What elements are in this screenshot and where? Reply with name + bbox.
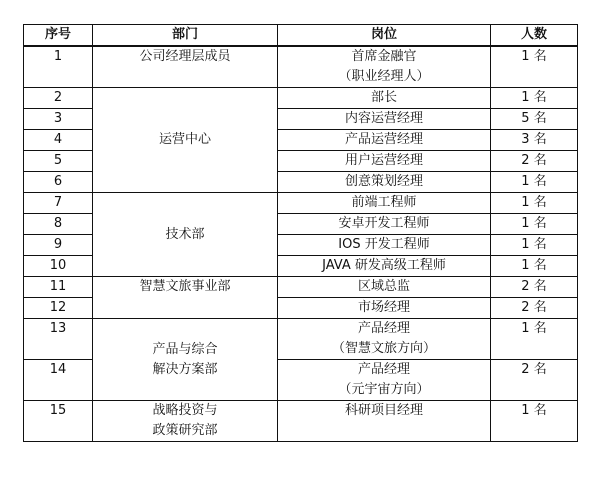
- post-cell: 区域总监: [278, 277, 491, 298]
- seq-cell: 4: [24, 130, 93, 151]
- seq-cell: 3: [24, 109, 93, 130]
- count-cell: 2 名: [491, 298, 578, 319]
- dept-label-line1: 产品与综合: [152, 341, 218, 357]
- seq-cell: 10: [24, 256, 93, 277]
- seq-cell: 6: [24, 172, 93, 193]
- post-cell: IOS 开发工程师: [278, 235, 491, 256]
- dept-cell: [93, 46, 278, 88]
- post-cell: 部长: [278, 88, 491, 109]
- table-row: [24, 46, 578, 88]
- dept-label: 技术部: [165, 226, 205, 242]
- dept-label-line2: 政策研究部: [152, 423, 218, 438]
- dept-label-line2: 解决方案部: [152, 361, 218, 377]
- post-cell: 创意策划经理: [278, 172, 491, 193]
- header-row: [24, 25, 578, 47]
- post-label: 产品经理: [357, 362, 410, 377]
- dept-label-line1: 战略投资与: [152, 403, 218, 418]
- seq-cell: 2: [24, 88, 93, 109]
- count-cell: 1 名: [491, 401, 578, 442]
- post-cell: [278, 46, 491, 88]
- post-note: （职业经理人）: [338, 69, 430, 84]
- post-label: 科研项目经理: [344, 403, 423, 418]
- recruitment-table: [23, 24, 578, 442]
- count-cell: 1 名: [491, 172, 578, 193]
- post-cell: 前端工程师: [278, 193, 491, 214]
- seq-cell: 11: [24, 277, 93, 298]
- dept-cell: [93, 88, 278, 193]
- dept-cell: [93, 319, 278, 401]
- table-row: [24, 193, 578, 214]
- seq-cell: 9: [24, 235, 93, 256]
- post-cell: JAVA 研发高级工程师: [278, 256, 491, 277]
- count-cell: 3 名: [491, 130, 578, 151]
- header-seq: 序号: [24, 25, 93, 47]
- post-note: （智慧文旅方向）: [331, 341, 436, 356]
- header-post: 岗位: [278, 25, 491, 47]
- table-row: [24, 401, 578, 442]
- dept-cell: [93, 401, 278, 442]
- count-cell: 1 名: [491, 256, 578, 277]
- count-cell: 2 名: [491, 277, 578, 298]
- count-cell: 1 名: [491, 214, 578, 235]
- header-count: 人数: [491, 25, 578, 47]
- count-cell: 5 名: [491, 109, 578, 130]
- seq-cell: 15: [24, 401, 93, 442]
- post-cell: 用户运营经理: [278, 151, 491, 172]
- seq-cell: 13: [24, 319, 93, 360]
- post-cell: 内容运营经理: [278, 109, 491, 130]
- post-note: （元宇宙方向）: [338, 382, 430, 397]
- dept-label: 公司经理层成员: [139, 49, 231, 64]
- seq-cell: 1: [24, 46, 93, 88]
- post-label: 首席金融官: [351, 49, 417, 64]
- post-label: 产品经理: [357, 321, 410, 336]
- table-row: [24, 277, 578, 298]
- count-cell: 2 名: [491, 151, 578, 172]
- seq-cell: 8: [24, 214, 93, 235]
- post-cell: 市场经理: [278, 298, 491, 319]
- count-cell: 1 名: [491, 193, 578, 214]
- dept-cell: [93, 193, 278, 277]
- table-row: [24, 319, 578, 360]
- seq-cell: 7: [24, 193, 93, 214]
- seq-cell: 12: [24, 298, 93, 319]
- count-cell: 1 名: [491, 235, 578, 256]
- dept-label: 运营中心: [158, 132, 211, 147]
- post-cell: [278, 319, 491, 360]
- dept-label: 智慧文旅事业部: [139, 279, 231, 294]
- count-cell: 1 名: [491, 46, 578, 88]
- post-cell: [278, 401, 491, 442]
- post-cell: 产品运营经理: [278, 130, 491, 151]
- table-row: [24, 88, 578, 109]
- count-cell: 2 名: [491, 360, 578, 401]
- count-cell: 1 名: [491, 319, 578, 360]
- count-cell: 1 名: [491, 88, 578, 109]
- seq-cell: 14: [24, 360, 93, 401]
- post-cell: [278, 360, 491, 401]
- dept-cell: [93, 277, 278, 319]
- seq-cell: 5: [24, 151, 93, 172]
- header-dept: 部门: [93, 25, 278, 47]
- post-cell: 安卓开发工程师: [278, 214, 491, 235]
